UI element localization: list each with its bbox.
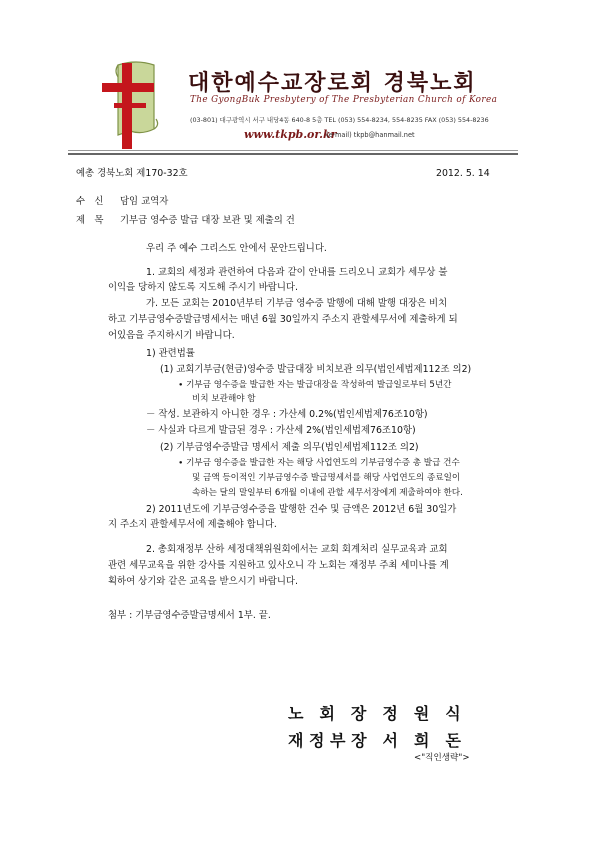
signature-president: 노 회 장 정 원 식 [288,704,461,723]
law-item-1-note-line1: ∙ 기부금 영수증을 발급한 자는 발급대장을 작성하여 발급일로부터 5년간 [178,380,452,390]
law-item-1-note-line2: 비치 보관해야 함 [192,394,256,404]
law-item-1: (1) 교회기부금(현금)영수증 발급대장 비치보관 의무(법인세법제112조 의2) [160,364,472,375]
para1-line1: 1. 교회의 세정과 관련하여 다음과 같이 안내를 드리오니 교회가 세무상 불 [146,267,448,278]
para-a-line3: 어있음을 주지하시기 바랍니다. [108,330,235,341]
para2-line1: 2) 2011년도에 기부금영수증을 발행한 건수 및 금액은 2012년 6월 30일가 [146,504,457,515]
doc-number: 예총 경북노회 제170-32호 [76,168,188,179]
para3-line3: 획하여 상기와 같은 교육을 받으시기 바랍니다. [108,576,298,587]
letterhead-website[interactable]: www.tkpb.or.kr [244,128,337,141]
recipient-label: 수 신 [76,196,104,207]
penalty-1: － 작성. 보관하지 아니한 경우 : 가산세 0.2%(법인세법제76조10항) [146,409,428,420]
doc-date: 2012. 5. 14 [436,168,490,179]
greeting: 우리 주 예수 그리스도 안에서 문안드립니다. [146,243,327,254]
law-item-2-note-line2: 및 금액 등이적인 기부금영수증 발급명세서를 해당 사업연도의 종료일이 [192,473,461,483]
header-rule-thick [68,153,518,155]
recipient: 담임 교역자 [120,196,169,207]
attachment-note: 첨부 : 기부금영수증발급명세서 1부. 끝. [108,610,271,621]
header-rule-thin [68,150,518,151]
subject: 기부금 영수증 발급 대장 보관 및 제출의 건 [120,215,295,226]
law-item-2-note-line1: ∙ 기부금 영수증을 발급한 자는 해당 사업연도의 기부금영수증 총 발급 건수 [178,458,460,468]
law-heading: 1) 관련법률 [146,348,195,359]
letterhead-subtitle: The GyongBuk Presbytery of The Presbyterian Church of Korea [190,95,498,105]
para-a-line2: 하고 기부금영수증발급명세서는 매년 6월 30일까지 주소지 관할세무서에 제출하게 되 [108,314,458,325]
para3-line2: 관련 세무교육을 위한 강사를 지원하고 있사오니 각 노회는 재정부 주최 세미나를 계 [108,560,449,571]
law-item-2-note-line3: 속하는 달의 말일부터 6개월 이내에 관할 세무서장에게 제출하여야 한다. [192,488,463,498]
para2-line2: 지 주소지 관할세무서에 제출해야 합니다. [108,519,277,530]
subject-label: 제 목 [76,215,104,226]
penalty-2: － 사실과 다르게 발급된 경우 : 가산세 2%(법인세법제76조10항) [146,425,416,436]
letterhead-address: (03-801) 대구광역시 서구 내당4동 640-8 5층 TEL (053) 554-8234, 554-8235 FAX (053) 554-8236 [190,116,489,124]
para1-line2: 이익을 당하지 않도록 지도해 주시기 바랍니다. [108,282,298,293]
letterhead-title: 대한예수교장로회 경북노회 [188,70,477,96]
signature-finance-head: 재 정 부 장 서 희 돈 [288,731,461,750]
seal-omitted-note: <"직인생략"> [414,753,470,763]
presbytery-logo-icon [96,59,166,151]
para3-line1: 2. 총회재정부 산하 세정대책위원회에서는 교회 회계처리 실무교육과 교회 [146,544,448,555]
para-a-line1: 가. 모든 교회는 2010년부터 기부금 영수증 발행에 대해 발행 대장은 비치 [146,298,448,309]
law-item-2: (2) 기부금영수증발급 명세서 제출 의무(법인세법제112조 의2) [160,442,419,453]
letterhead-email[interactable]: (e-mail) tkpb@hanmail.net [326,131,415,139]
